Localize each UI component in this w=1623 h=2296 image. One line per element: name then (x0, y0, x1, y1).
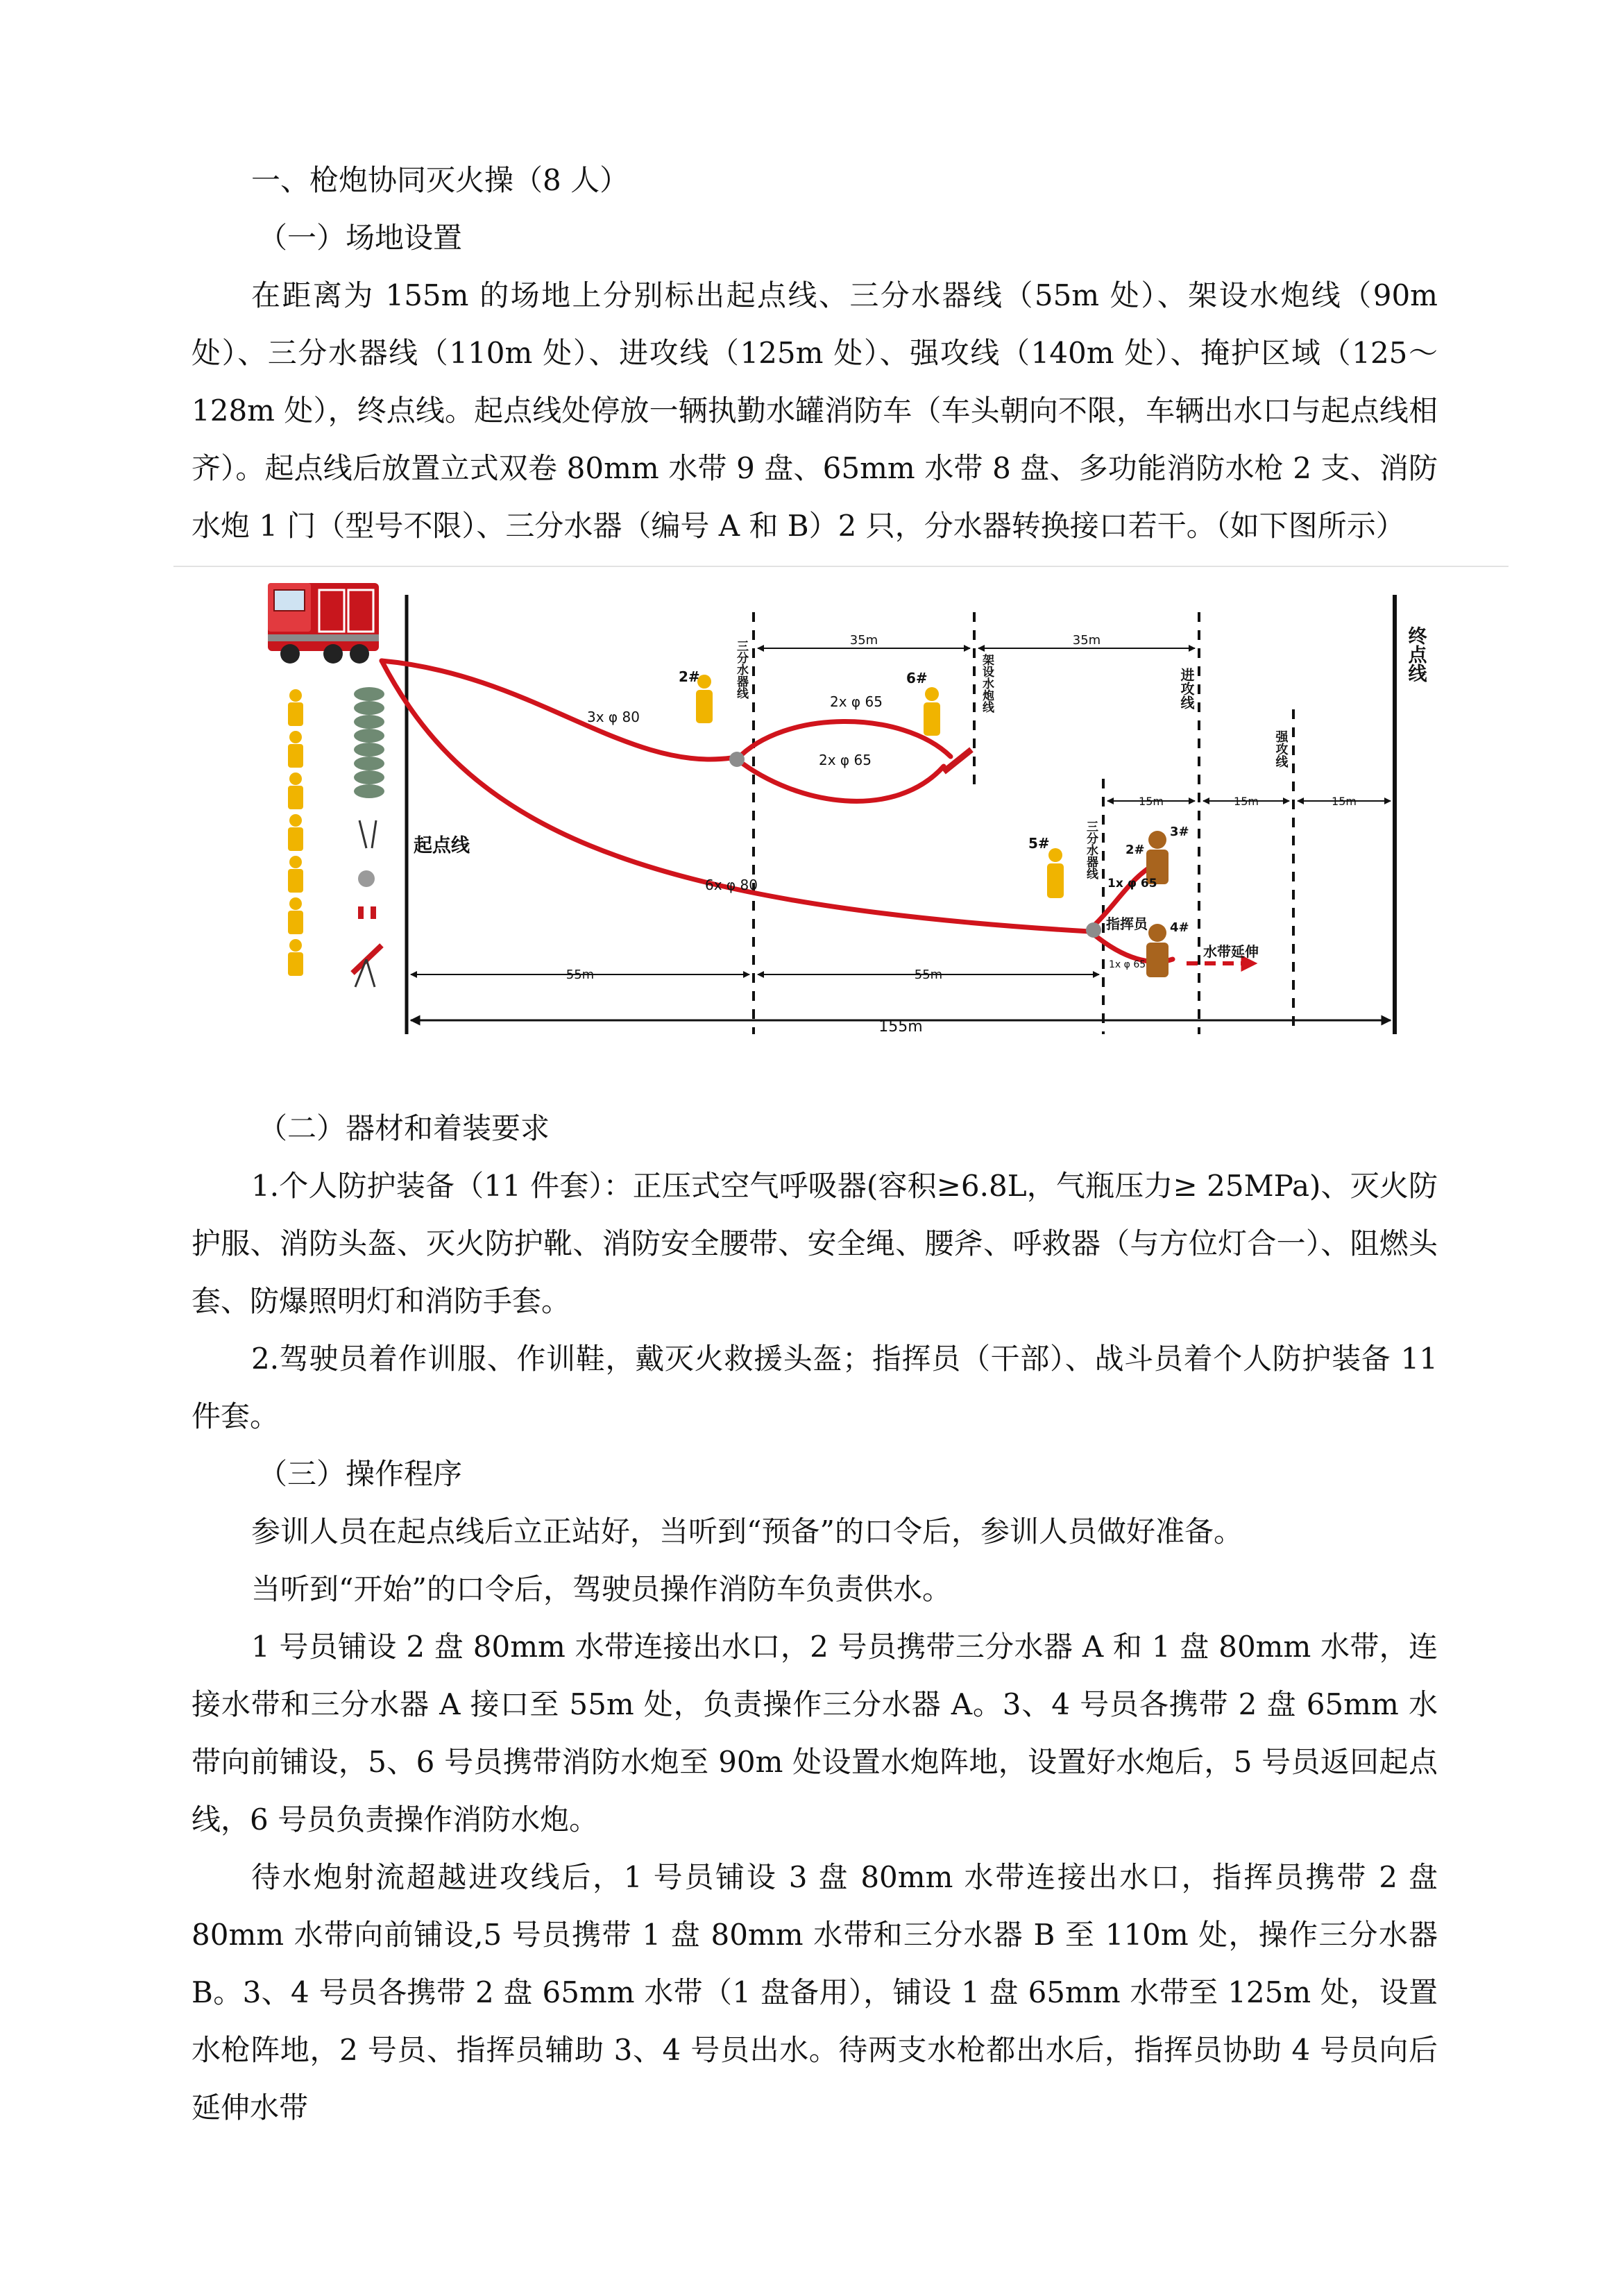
dim-35-b-label: 35m (1072, 633, 1101, 648)
cannon-line-label: 架设水炮线 (980, 654, 994, 713)
hose-rolls-icon (354, 687, 384, 798)
equip-paragraph-2: 2.驾驶员着作训服、作训鞋，戴灭火救援头盔；指挥员（干部）、战斗员着个人防护装备 11 件套。 (192, 1342, 1438, 1433)
hose-3x80-label: 3x φ 80 (587, 709, 640, 725)
hose-2x65-bottom-label: 2x φ 65 (819, 752, 872, 768)
dim-15-a-label: 15m (1139, 795, 1164, 808)
site-heading: （一）场地设置 (258, 221, 463, 255)
divider-a-label: 三分水器线 (734, 640, 748, 699)
dim-15-b-label: 15m (1234, 795, 1259, 808)
commander-label: 指挥员 (1106, 915, 1148, 932)
section-title: 一、枪炮协同灭火操（8 人） (251, 163, 629, 197)
person-2-label: 2# (679, 668, 700, 685)
equip-heading: （二）器材和着装要求 (258, 1111, 550, 1145)
personnel-column (288, 689, 303, 976)
person-5-label: 5# (1028, 835, 1050, 852)
dim-15-c-label: 15m (1332, 795, 1357, 808)
proc-paragraph-1: 参训人员在起点线后立正站好，当听到“预备”的口令后，参训人员做好准备。 (251, 1514, 1243, 1548)
person-6-icon (924, 687, 940, 736)
site-layout-diagram (173, 571, 1509, 1049)
divider-line (173, 566, 1509, 567)
person-2b-label: 2# (1125, 843, 1145, 857)
divider-b-label: 三分水器线 (1084, 820, 1098, 879)
person-4-icon (1146, 924, 1169, 977)
end-line-label: 终点线 (1404, 626, 1427, 682)
site-paragraph: 在距离为 155m 的场地上分别标出起点线、三分水器线（55m 处）、架设水炮线（90m 处）、三分水器线（110m 处）、进攻线（125m 处）、强攻线（140m 处）、掩护区域（125～128m 处），终点线。起点线处停放一辆执勤水罐消防车（车头朝向不限，车辆出水口与起点线相齐）。起点线后放置立式双卷 80mm 水带 9 盘、65mm 水带 8 盘、多功能消防水枪 2 支、消防水炮 1 门（型号不限）、三分水器（编号 A 和 B）2 只，分水器转换接口若干。（如下图所示） (192, 278, 1438, 543)
dim-55-a-label: 55m (566, 968, 595, 982)
dividers-icon (358, 870, 376, 919)
hose-6x80-label: 6x φ 80 (705, 877, 758, 893)
nozzles-icon (359, 820, 376, 848)
person-4-label: 4# (1170, 920, 1189, 935)
assault-line-label: 强攻线 (1273, 730, 1289, 768)
hose-1x65-top-label: 1x φ 65 (1107, 877, 1157, 890)
start-line-label: 起点线 (414, 835, 470, 856)
water-cannon-icon (352, 945, 382, 987)
diagram-svg (173, 571, 1509, 1049)
dim-total-label: 155m (878, 1018, 923, 1036)
person-5-icon (1047, 848, 1064, 898)
proc-paragraph-4: 待水炮射流超越进攻线后，1 号员铺设 3 盘 80mm 水带连接出水口，指挥员携带 2 盘 80mm 水带向前铺设,5 号员携带 1 盘 80mm 水带和三分水器 B 至 110m 处，操作三分水器 B。3、4 号员各携带 2 盘 65mm 水带（1 盘备用），铺设 1 盘 65mm 水带至 125m 处，设置水枪阵地，2 号员、指挥员辅助 3、4 号员出水。待两支水枪都出水后，指挥员协助 4 号员向后延伸水带 (192, 1860, 1438, 2125)
dim-35-a-label: 35m (849, 633, 878, 648)
proc-heading: （三）操作程序 (258, 1457, 463, 1491)
proc-paragraph-2: 当听到“开始”的口令后，驾驶员操作消防车负责供水。 (251, 1572, 951, 1606)
person-6-label: 6# (906, 670, 928, 686)
proc-paragraph-3: 1 号员铺设 2 盘 80mm 水带连接出水口，2 号员携带三分水器 A 和 1 盘 80mm 水带，连接水带和三分水器 A 接口至 55m 处，负责操作三分水器 A。3、4 号员各携带 2 盘 65mm 水带向前铺设，5、6 号员携带消防水炮至 90m 处设置水炮阵地，设置好水炮后，5 号员返回起点线，6 号员负责操作消防水炮。 (192, 1630, 1438, 1837)
extend-label: 水带延伸 (1203, 943, 1259, 960)
hose-2x65-top-label: 2x φ 65 (830, 693, 883, 710)
hose-1x65-bottom-label: 1x φ 65 (1109, 959, 1146, 970)
attack-line-label: 进攻线 (1178, 668, 1195, 709)
fire-truck-icon (268, 583, 379, 664)
dim-55-b-label: 55m (914, 968, 943, 982)
equip-paragraph-1: 1.个人防护装备（11 件套）：正压式空气呼吸器(容积≥6.8L，气瓶压力≥ 25MPa)、灭火防护服、消防头盔、灭火防护靴、消防安全腰带、安全绳、腰斧、呼救器（与方位灯合一）、阻燃头套、防爆照明灯和消防手套。 (192, 1169, 1438, 1318)
person-3-label: 3# (1170, 825, 1189, 839)
